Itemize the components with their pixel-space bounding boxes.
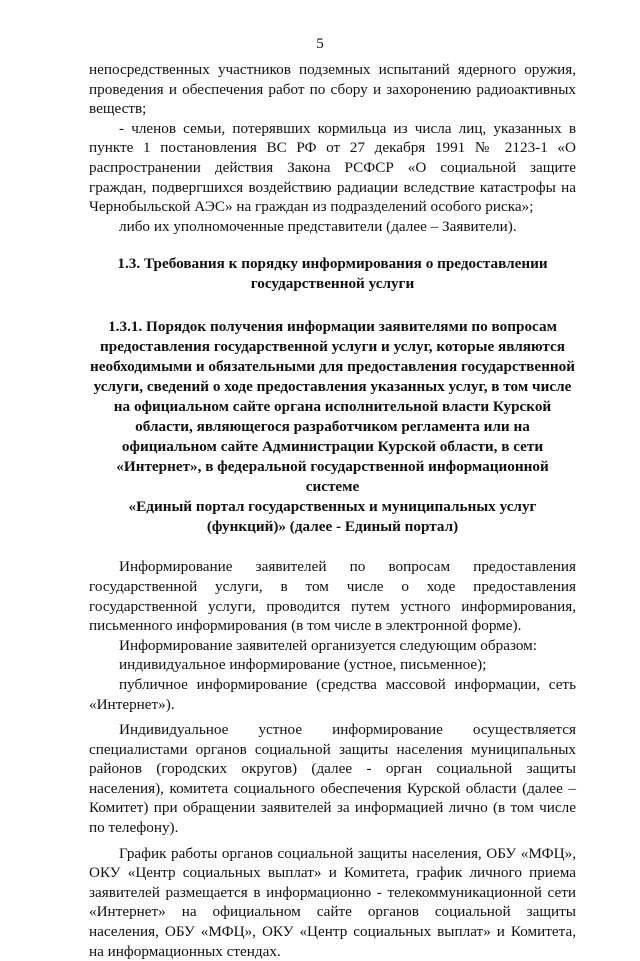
paragraph-main-5: Индивидуальное устное информирование осуществляется специалистами органов социальной защиты населения муниципальных районов (городских округов) (далее - орган социальной защиты населения), комитета социального обеспечения Курской области (далее – Комитет) при обращении заявителей за информацией лично (в том числе по телефону). <box>89 721 576 837</box>
paragraph-main-4: публичное информирование (средства массовой информации, сеть «Интернет»). <box>89 675 576 713</box>
section-heading-line: 1.3. Требования к порядку информирования о предоставлении <box>117 255 548 273</box>
subsection-heading-line: области, являющегося разработчиком регламента или на <box>135 418 530 436</box>
subsection-heading-line: предоставления государственной услуги и услуг, которые являются <box>100 338 565 356</box>
page-number: 5 <box>316 36 324 52</box>
section-heading <box>89 254 576 294</box>
document-body <box>89 60 576 961</box>
paragraph-intro-1: непосредственных участников подземных испытаний ядерного оружия, проведения и обеспечения работ по сбору и захоронению радиоактивных веществ; <box>89 61 576 118</box>
subsection-heading-line: 1.3.1. Порядок получения информации заявителями по вопросам <box>108 318 557 336</box>
paragraph-main-3: индивидуальное информирование (устное, письменное); <box>119 656 487 674</box>
subsection-heading-line: «Интернет», в федеральной государственной информационной системе <box>116 458 549 496</box>
paragraph-intro-3: либо их уполномоченные представители (далее – Заявители). <box>119 217 517 235</box>
paragraph-intro-2: - членов семьи, потерявших кормильца из числа лиц, указанных в пункте 1 постановления ВС РФ от 27 декабря 1991 № 2123-1 «О распространении действия Закона РСФСР «О социальной защите граждан, подвергшихся воздействию радиации вследствие катастрофы на Чернобыльской АЭС» на граждан из подразделений особого риска»; <box>89 119 576 216</box>
subsection-heading-line: (функций)» (далее - Единый портал) <box>206 518 459 536</box>
subsection-heading-line: на официальном сайте органа исполнительной власти Курской <box>113 398 552 416</box>
paragraph-main-2: Информирование заявителей организуется следующим образом: <box>119 636 538 654</box>
section-heading-line: государственной услуги <box>250 275 415 293</box>
subsection-heading-line: официальном сайте Администрации Курской области, в сети <box>121 438 544 456</box>
paragraph-main-1: Информирование заявителей по вопросам предоставления государственной услуги, в том числе о ходе предоставления государственной услуги, проводится путем устного информирования, письменного информирования (в том числе в электронной форме). <box>89 558 576 635</box>
subsection-heading-line: «Единый портал государственных и муниципальных услуг <box>128 498 537 516</box>
paragraph-main-6: График работы органов социальной защиты населения, ОБУ «МФЦ», ОКУ «Центр социальных выплат» и Комитета, график личного приема заявителей размещается в информационно - телекоммуникационной сети «Интернет» на официальном сайте органов социальной защиты населения, ОБУ «МФЦ», ОКУ «Центр социальных выплат» и Комитета, на информационных стендах. <box>89 844 576 960</box>
subsection-heading <box>89 317 576 537</box>
subsection-heading-line: услуги, сведений о ходе предоставления указанных услуг, в том числе <box>93 378 572 396</box>
subsection-heading-line: необходимыми и обязательными для предоставления государственной <box>90 358 575 376</box>
